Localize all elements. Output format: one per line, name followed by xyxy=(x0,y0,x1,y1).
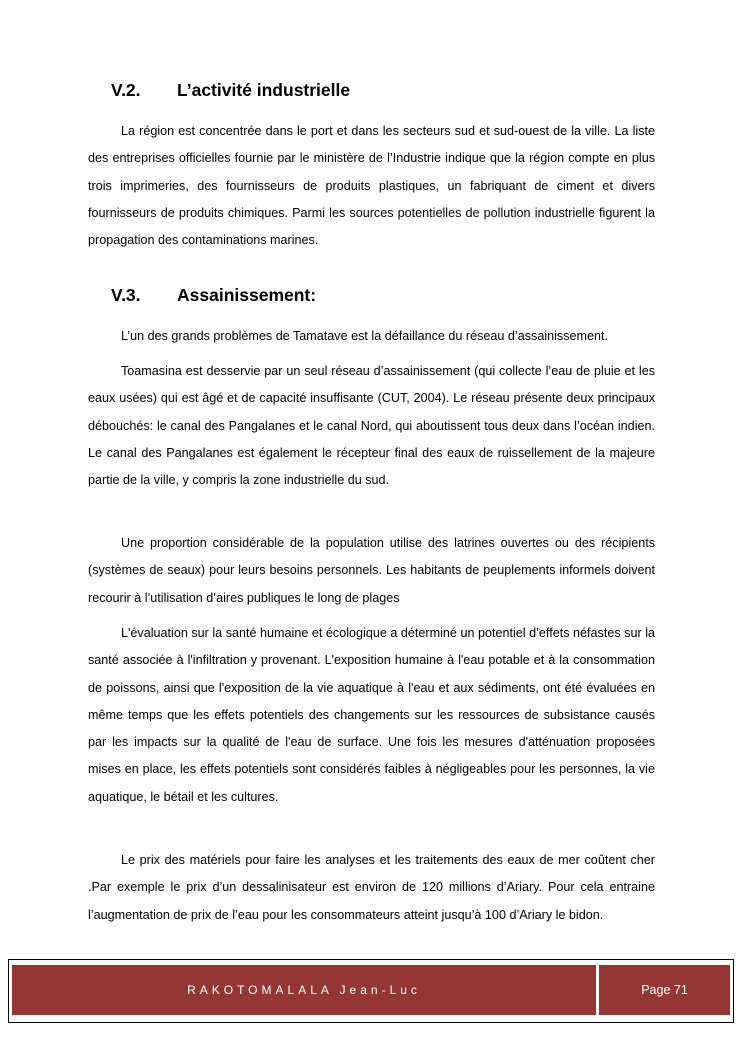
paragraph-industrial-activity: La région est concentrée dans le port et dans les secteurs sud et sud-ouest de la ville. La liste des entreprises officielles fournie par le ministère de l’Industrie indique que la région compte en plus trois imprimeries, des fournisseurs de produits plastiques, un fabriquant de ciment et divers fournisseurs de produits chimiques. Parmi les sources potentielles de pollution industrielle figurent la propagation des contaminations marines. xyxy=(88,124,655,248)
paragraph-sanitation-4: L'évaluation sur la santé humaine et écologique a déterminé un potentiel d’effets néfastes sur la santé associée à l'infiltration y provenant. L'exposition humaine à l'eau potable et à la consommation de poissons, ainsi que l'exposition de la vie aquatique à l'eau et aux sédiments, ont été évaluées en même temps que les effets potentiels des changements sur les ressources de subsistance causés par les impacts sur la qualité de l'eau de surface. Une fois les mesures d'atténuation proposées mises en place, les effets potentiels sont considérés faibles à négligeables pour les personnes, la vie aquatique, le bétail et les cultures. xyxy=(88,626,655,804)
section-heading-v2 xyxy=(111,80,350,101)
section-title: Assainissement: xyxy=(177,285,317,305)
paragraph-sanitation-1: L’un des grands problèmes de Tamatave est la défaillance du réseau d’assainissement. xyxy=(121,329,609,343)
section-number: V.2. xyxy=(111,80,141,100)
paragraph-sanitation-3: Une proportion considérable de la population utilise des latrines ouvertes ou des récipients (systèmes de seaux) pour leurs besoins personnels. Les habitants de peuplements informels doivent recourir à l’utilisation d’aires publiques le long de plages xyxy=(88,536,655,605)
paragraph-sanitation-5: Le prix des matériels pour faire les analyses et les traitements des eaux de mer coûtent cher .Par exemple le prix d’un dessalinisateur est environ de 120 millions d’Ariary. Pour cela entraine l’augmentation de prix de l’eau pour les consommateurs atteint jusqu’à 100 d’Ariary le bidon. xyxy=(88,853,655,922)
section-heading-v3 xyxy=(111,285,316,306)
section-number: V.3. xyxy=(111,285,141,305)
footer-author: RAKOTOMALALA Jean-Luc xyxy=(12,965,596,1015)
section-title: L’activité industrielle xyxy=(177,80,351,100)
footer-page-number: Page 71 xyxy=(599,965,730,1015)
paragraph-sanitation-2: Toamasina est desservie par un seul réseau d’assainissement (qui collecte l’eau de pluie et les eaux usées) qui est âgé et de capacité insuffisante (CUT, 2004). Le réseau présente deux principaux débouchés: le canal des Pangalanes et le canal Nord, qui aboutissent tous deux dans l’océan indien. Le canal des Pangalanes est également le récepteur final des eaux de ruissellement de la majeure partie de la ville, y compris la zone industrielle du sud. xyxy=(88,364,655,488)
